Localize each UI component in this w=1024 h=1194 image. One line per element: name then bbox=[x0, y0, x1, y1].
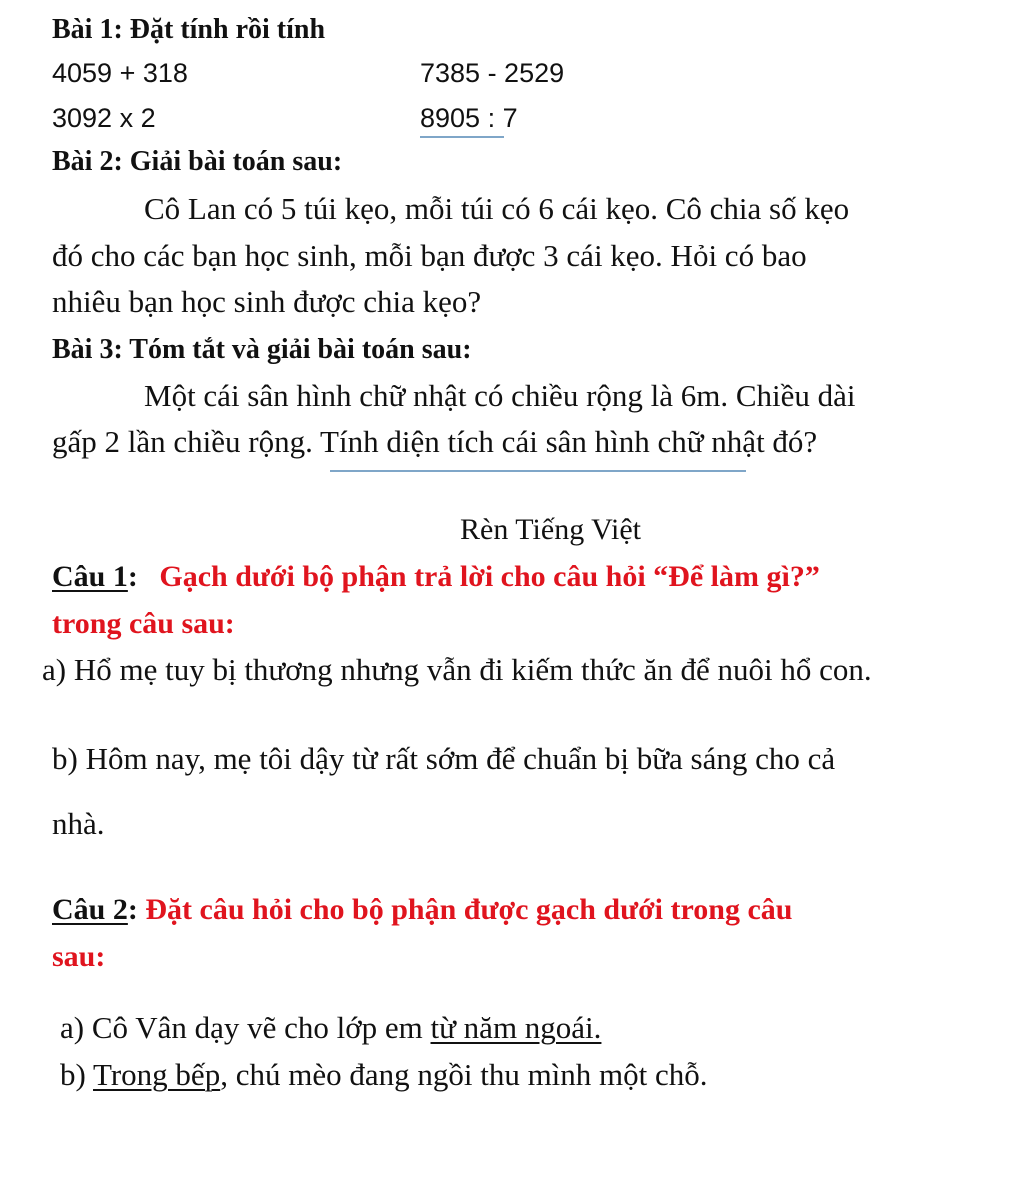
spellcheck-underline bbox=[420, 136, 504, 138]
cau2-item-b-underlined: Trong bếp bbox=[93, 1057, 221, 1092]
spellcheck-underline-2 bbox=[330, 470, 746, 472]
cau1-item-a: a) Hổ mẹ tuy bị thương nhưng vẫn đi kiếm thức ăn để nuôi hổ con. bbox=[42, 652, 872, 687]
bai3-heading: Bài 3: Tóm tắt và giải bài toán sau: bbox=[52, 334, 472, 365]
section-title: Rèn Tiếng Việt bbox=[460, 513, 642, 546]
bai2-text-line-2: đó cho các bạn học sinh, mỗi bạn được 3 cái kẹo. Hỏi có bao bbox=[52, 238, 807, 273]
cau2-item-a-prefix: a) Cô Vân dạy vẽ cho lớp em bbox=[60, 1010, 431, 1045]
cau1-instruction-1: Gạch dưới bộ phận trả lời cho câu hỏi “Để làm gì?” bbox=[159, 560, 820, 593]
cau1-label: Câu 1 bbox=[52, 560, 128, 593]
bai1-heading: Bài 1: Đặt tính rồi tính bbox=[52, 14, 326, 45]
bai1-expression-2: 7385 - 2529 bbox=[420, 58, 565, 88]
cau2-item-a-underlined: từ năm ngoái. bbox=[430, 1010, 602, 1045]
cau2-instruction-2: sau: bbox=[52, 940, 106, 973]
bai1-expression-4: 8905 : 7 bbox=[420, 103, 518, 133]
bai3-text-line-1: Một cái sân hình chữ nhật có chiều rộng là 6m. Chiều dài bbox=[144, 378, 856, 413]
cau2-item-b-rest: , chú mèo đang ngồi thu mình một chỗ. bbox=[220, 1057, 708, 1092]
cau2-label: Câu 2 bbox=[52, 893, 128, 926]
bai2-heading: Bài 2: Giải bài toán sau: bbox=[52, 146, 343, 177]
bai1-expression-1: 4059 + 318 bbox=[52, 58, 188, 88]
cau1-item-b-line-1: b) Hôm nay, mẹ tôi dậy từ rất sớm để chuẩn bị bữa sáng cho cả bbox=[52, 741, 836, 776]
cau2-heading bbox=[52, 893, 792, 927]
cau1-instruction-2: trong câu sau: bbox=[52, 607, 235, 640]
bai3-text-line-2: gấp 2 lần chiều rộng. Tính diện tích cái sân hình chữ nhật đó? bbox=[52, 424, 818, 459]
cau2-item-a bbox=[60, 1010, 601, 1046]
cau1-colon: : bbox=[127, 560, 138, 593]
cau2-item-b bbox=[60, 1057, 708, 1093]
cau2-item-b-marker: b) bbox=[60, 1057, 94, 1092]
bai1-expression-3: 3092 x 2 bbox=[52, 103, 156, 133]
bai2-text-line-3: nhiêu bạn học sinh được chia kẹo? bbox=[52, 284, 482, 319]
cau1-item-b-line-2: nhà. bbox=[52, 806, 105, 841]
cau2-colon: : bbox=[127, 893, 138, 926]
cau1-heading bbox=[52, 560, 820, 594]
bai2-text-line-1: Cô Lan có 5 túi kẹo, mỗi túi có 6 cái kẹo. Cô chia số kẹo bbox=[144, 191, 850, 226]
cau2-instruction-1: Đặt câu hỏi cho bộ phận được gạch dưới trong câu bbox=[145, 893, 793, 926]
